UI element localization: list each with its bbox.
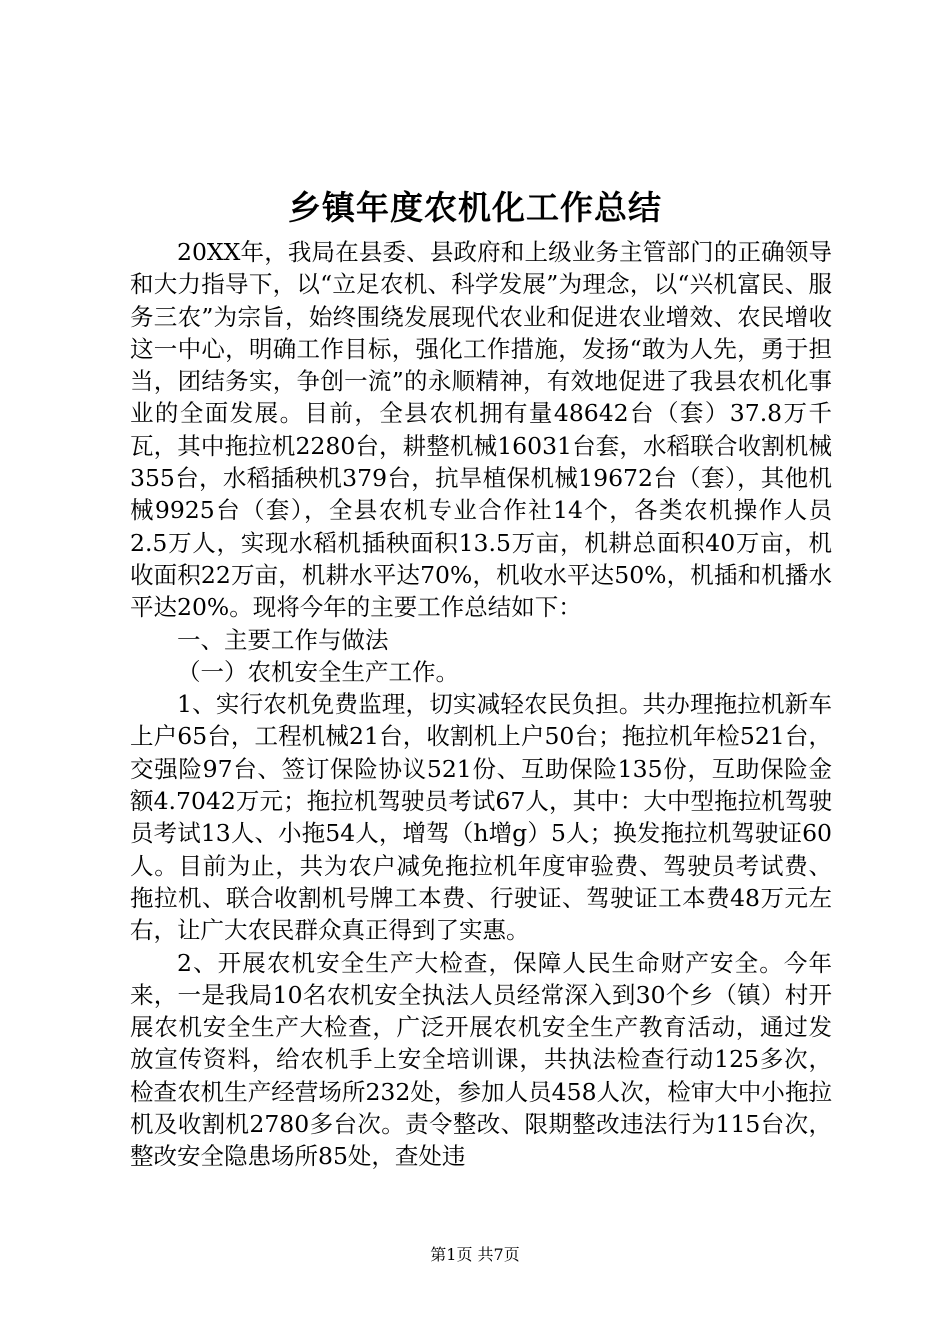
document-title: 乡镇年度农机化工作总结 bbox=[288, 188, 662, 227]
section-heading: 一、主要工作与做法 bbox=[177, 625, 389, 654]
page-footer: 第1页 共7页 bbox=[430, 1245, 520, 1264]
intro-paragraph: 20XX年，我局在县委、县政府和上级业务主管部门的正确领导和大力指导下，以“立足农机、科学发展”为理念，以“兴机富民、服务三农”为宗旨，始终围绕发展现代农业和促进农业增效、农民增收这一中心，明确工作目标，强化工作措施，发扬“敢为人先，勇于担当，团结务实，争创一流”的永顺精神，有效地促进了我县农机化事业的全面发展。目前，全县农机拥有量48642台（套）37.8万千瓦，其中拖拉机2280台，耕整机械16031台套，水稻联合收割机械355台，水稻插秧机379台，抗旱植保机械19672台（套），其他机械9925台（套），全县农机专业合作社14个，各类农机操作人员2.5万人，实现水稻机插秧面积13.5万亩，机耕总面积40万亩，机收面积22万亩，机耕水平达70%，机收水平达50%，机插和机播水平达20%。现将今年的主要工作总结如下： bbox=[130, 238, 832, 622]
item-paragraph-1: 1、实行农机免费监理，切实减轻农民负担。共办理拖拉机新车上户65台，工程机械21台，收割机上户50台；拖拉机年检521台，交强险97台、签订保险协议521份、互助保险135份，互助保险金额4.7042万元；拖拉机驾驶员考试67人，其中：大中型拖拉机驾驶员考试13人、小拖54人，增驾（h增g）5人；换发拖拉机驾驶证60人。目前为止，共为农户减免拖拉机年度审验费、驾驶员考试费、拖拉机、联合收割机号牌工本费、行驶证、驾驶证工本费48万元左右，让广大农民群众真正得到了实惠。 bbox=[130, 690, 832, 945]
subsection-heading: （一）农机安全生产工作。 bbox=[177, 657, 459, 686]
item-paragraph-2: 2、开展农机安全生产大检查，保障人民生命财产安全。今年来，一是我局10名农机安全执法人员经常深入到30个乡（镇）村开展农机安全生产大检查，广泛开展农机安全生产教育活动，通过发放宣传资料，给农机手上安全培训课，共执法检查行动125多次，检查农机生产经营场所232处，参加人员458人次，检审大中小拖拉机及收割机2780多台次。责令整改、限期整改违法行为115台次，整改安全隐患场所85处，查处违 bbox=[130, 948, 832, 1171]
document-body bbox=[130, 236, 832, 1173]
